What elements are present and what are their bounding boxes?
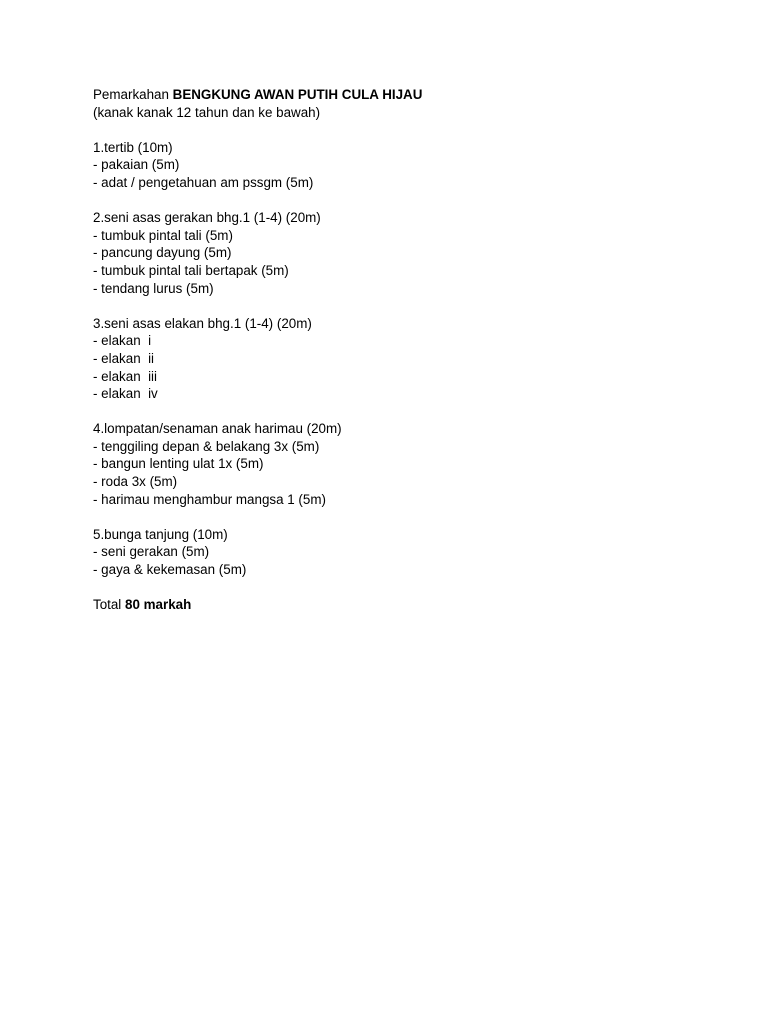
title-bold: BENGKUNG AWAN PUTIH CULA HIJAU — [172, 87, 423, 102]
total-line — [93, 596, 713, 614]
list-item: - tumbuk pintal tali (5m) — [93, 227, 233, 243]
section-1 — [93, 139, 713, 192]
list-item: - tenggiling depan & belakang 3x (5m) — [93, 438, 320, 454]
list-item: - tumbuk pintal tali bertapak (5m) — [93, 262, 289, 278]
section-4 — [93, 420, 713, 508]
total-value: 80 markah — [125, 597, 192, 613]
list-item: - roda 3x (5m) — [93, 474, 178, 490]
list-item: - elakan ii — [93, 350, 155, 366]
document-subtitle: (kanak kanak 12 tahun dan ke bawah) — [93, 104, 321, 120]
list-item: - adat / pengetahuan am pssgm (5m) — [93, 174, 314, 190]
list-item: - harimau menghambur mangsa 1 (5m) — [93, 491, 326, 507]
title-prefix: Pemarkahan — [93, 87, 173, 102]
spacer — [93, 508, 713, 526]
list-item: - tendang lurus (5m) — [93, 280, 214, 296]
list-item: - elakan iii — [93, 368, 158, 384]
list-item: - elakan i — [93, 333, 152, 349]
section-heading: 1.tertib (10m) — [93, 139, 173, 155]
spacer — [93, 121, 713, 139]
section-3 — [93, 315, 713, 403]
spacer — [93, 297, 713, 315]
list-item: - elakan iv — [93, 386, 158, 402]
section-heading: 3.seni asas elakan bhg.1 (1-4) (20m) — [93, 315, 312, 331]
list-item: - pancung dayung (5m) — [93, 245, 232, 261]
total-prefix: Total — [93, 597, 126, 613]
section-heading: 4.lompatan/senaman anak harimau (20m) — [93, 421, 342, 437]
spacer — [93, 192, 713, 210]
list-item: - gaya & kekemasan (5m) — [93, 562, 247, 578]
section-heading: 5.bunga tanjung (10m) — [93, 526, 228, 542]
list-item: - bangun lenting ulat 1x (5m) — [93, 456, 264, 472]
section-heading: 2.seni asas gerakan bhg.1 (1-4) (20m) — [93, 210, 321, 226]
spacer — [93, 579, 713, 597]
list-item: - seni gerakan (5m) — [93, 544, 210, 560]
document-body — [93, 86, 713, 614]
spacer — [93, 403, 713, 421]
section-5 — [93, 526, 713, 579]
document-title — [93, 86, 713, 104]
list-item: - pakaian (5m) — [93, 157, 180, 173]
section-2 — [93, 209, 713, 297]
